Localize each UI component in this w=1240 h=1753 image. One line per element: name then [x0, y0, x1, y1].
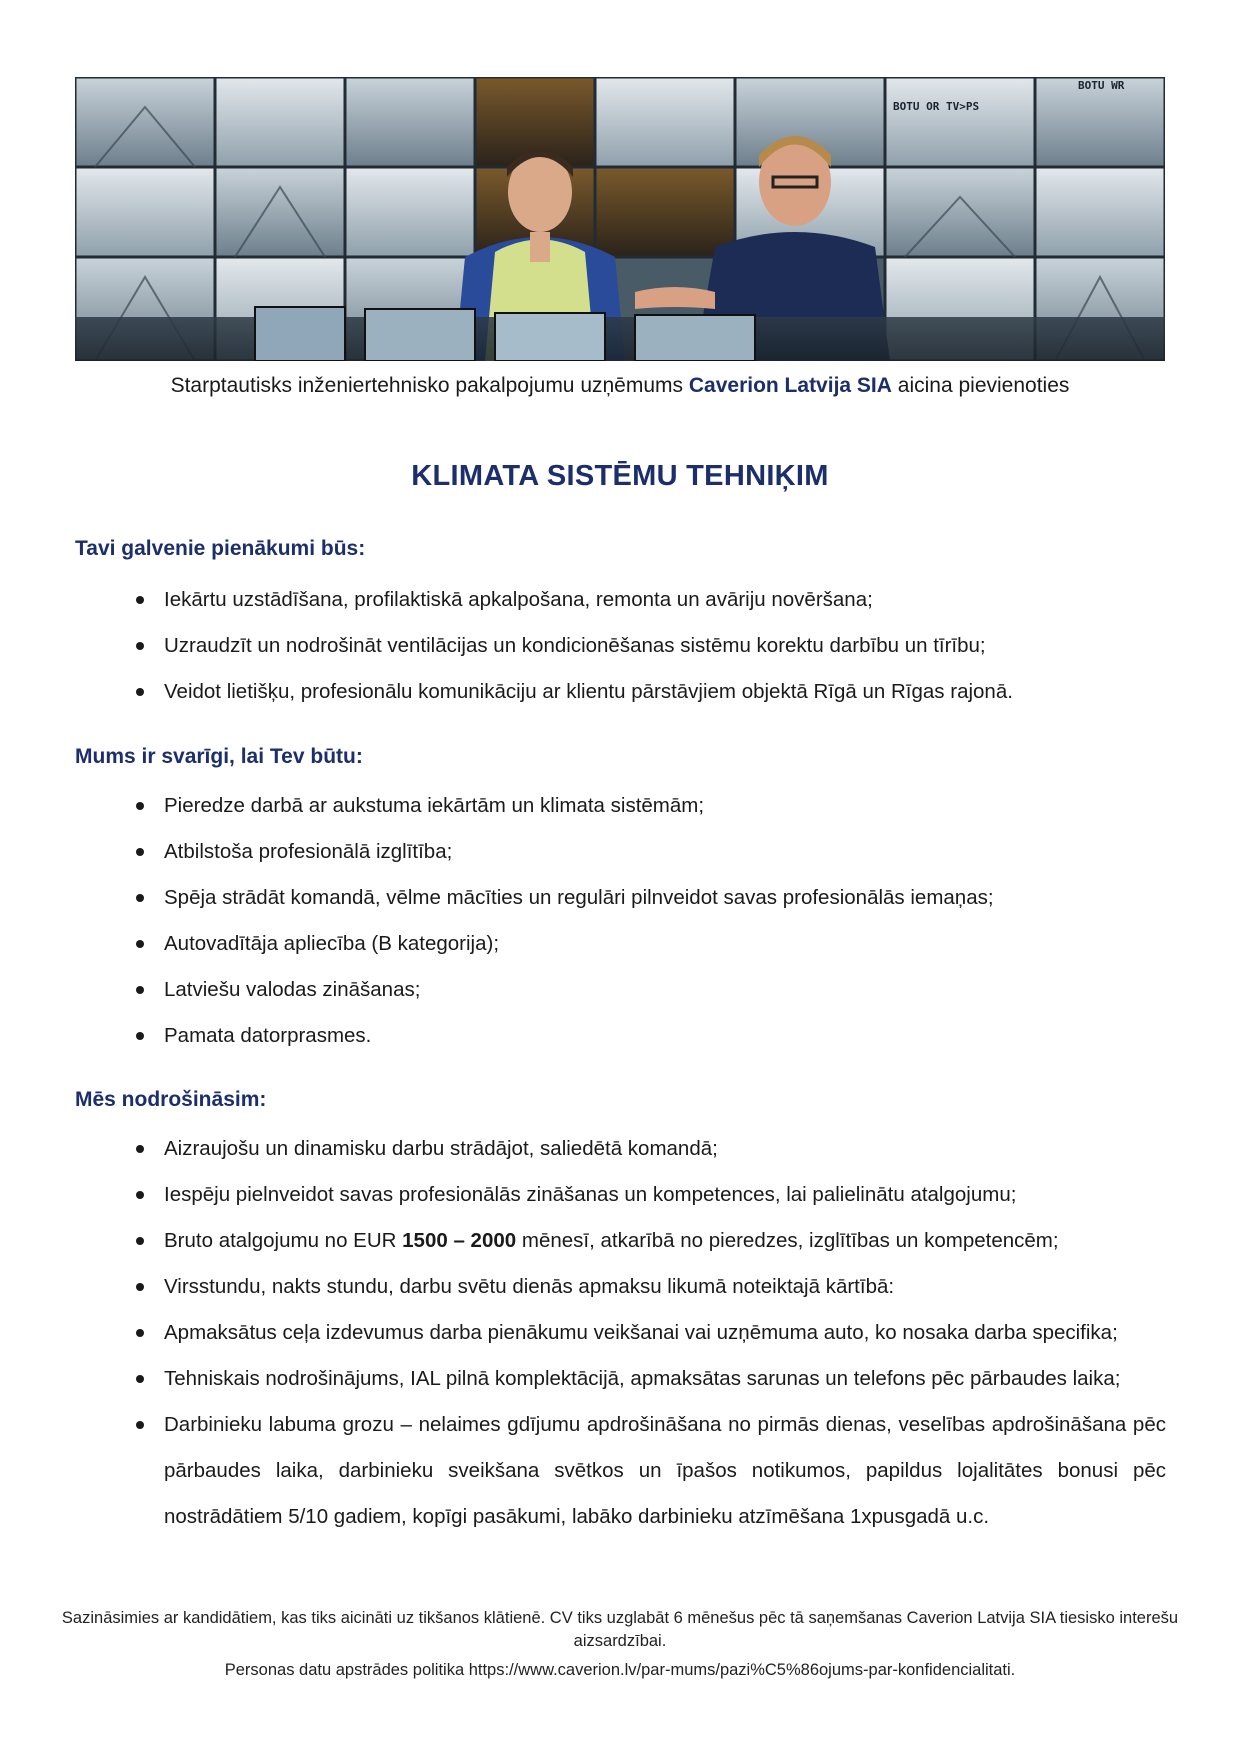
- intro-prefix: Starptautisks inženiertehnisko pakalpojumu uzņēmums: [170, 374, 689, 397]
- duties-list: [136, 577, 1166, 715]
- list-item: Darbinieku labuma grozu – nelaimes gdījumu apdrošināšana no pirmās dienas, veselības apdrošināšana pēc pārbaudes laika, darbinieku sveikšana svētkos un īpašos notikumos, papildus lojalitātes bonusi pēc nostrādātiem 5/10 gadiem, kopīgi pasākumi, labāko darbinieku atzīmēšana 1xpusgadā u.c.: [136, 1402, 1166, 1540]
- list-item: Virsstundu, nakts stundu, darbu svētu dienās apmaksu likumā noteiktajā kārtībā:: [136, 1264, 1166, 1310]
- list-item: Autovadītāja apliecība (B kategorija);: [136, 921, 1166, 967]
- privacy-policy-note: Personas datu apstrādes politika https://www.caverion.lv/par-mums/pazi%C5%86ojums-par-konfidencialitati.: [224, 1661, 1016, 1679]
- list-item: Aizraujošu un dinamisku darbu strādājot, saliedētā komandā;: [136, 1126, 1166, 1172]
- intro-line: [0, 374, 1240, 398]
- list-item: Iespēju pielnveidot savas profesionālās zināšanas un kompetences, lai palielinātu atalgojumu;: [136, 1172, 1166, 1218]
- list-item: Pieredze darbā ar aukstuma iekārtām un klimata sistēmām;: [136, 783, 1166, 829]
- requirements-list: [136, 783, 1166, 1059]
- list-item: Spēja strādāt komandā, vēlme mācīties un regulāri pilnveidot savas profesionālās iemaņas;: [136, 875, 1166, 921]
- requirements-heading: Mums ir svarīgi, lai Tev būtu:: [75, 745, 363, 768]
- list-item: Iekārtu uzstādīšana, profilaktiskā apkalpošana, remonta un avāriju novēršana;: [136, 577, 1166, 623]
- list-item: Apmaksātus ceļa izdevumus darba pienākumu veikšanai vai uzņēmuma auto, ko nosaka darba specifika;: [136, 1310, 1166, 1356]
- duties-heading: Tavi galvenie pienākumi būs:: [75, 537, 366, 560]
- company-name: Caverion Latvija SIA: [688, 374, 892, 397]
- salary-range: 1500 – 2000: [402, 1229, 517, 1252]
- list-item: Uzraudzīt un nodrošināt ventilācijas un kondicionēšanas sistēmu korektu darbību un tīrību;: [136, 623, 1166, 669]
- video-wall-label: BOTU WR: [1078, 79, 1125, 92]
- offer-list: [136, 1126, 1166, 1540]
- list-item: Tehniskais nodrošinājums, IAL pilnā komplektācijā, apmaksātas sarunas un telefons pēc pārbaudes laika;: [136, 1356, 1166, 1402]
- list-item: Latviešu valodas zināšanas;: [136, 967, 1166, 1013]
- video-wall-label: BOTU OR TV>PS: [893, 100, 980, 113]
- list-item: Atbilstoša profesionālā izglītība;: [136, 829, 1166, 875]
- salary-suffix: mēnesī, atkarībā no pieredzes, izglītības un kompetencēm;: [516, 1229, 1059, 1252]
- offer-heading: Mēs nodrošināsim:: [75, 1088, 267, 1111]
- list-item: Pamata datorprasmes.: [136, 1013, 1166, 1059]
- hero-photo: [75, 77, 1165, 361]
- salary-prefix: Bruto atalgojumu no EUR: [164, 1229, 403, 1252]
- list-item-salary: [136, 1218, 1166, 1264]
- page-title: KLIMATA SISTĒMU TEHNIĶIM: [411, 460, 829, 492]
- intro-suffix: aicina pievienoties: [891, 374, 1070, 397]
- list-item: Veidot lietišķu, profesionālu komunikāciju ar klientu pārstāvjiem objektā Rīgā un Rīgas rajonā.: [136, 669, 1166, 715]
- footer-note: Sazināsimies ar kandidātiem, kas tiks aicināti uz tikšanos klātienē. CV tiks uzglabāt 6 mēnešus pēc tā saņemšanas Caverion Latvija SIA tiesisko interešu aizsardzībai.: [61, 1609, 1179, 1650]
